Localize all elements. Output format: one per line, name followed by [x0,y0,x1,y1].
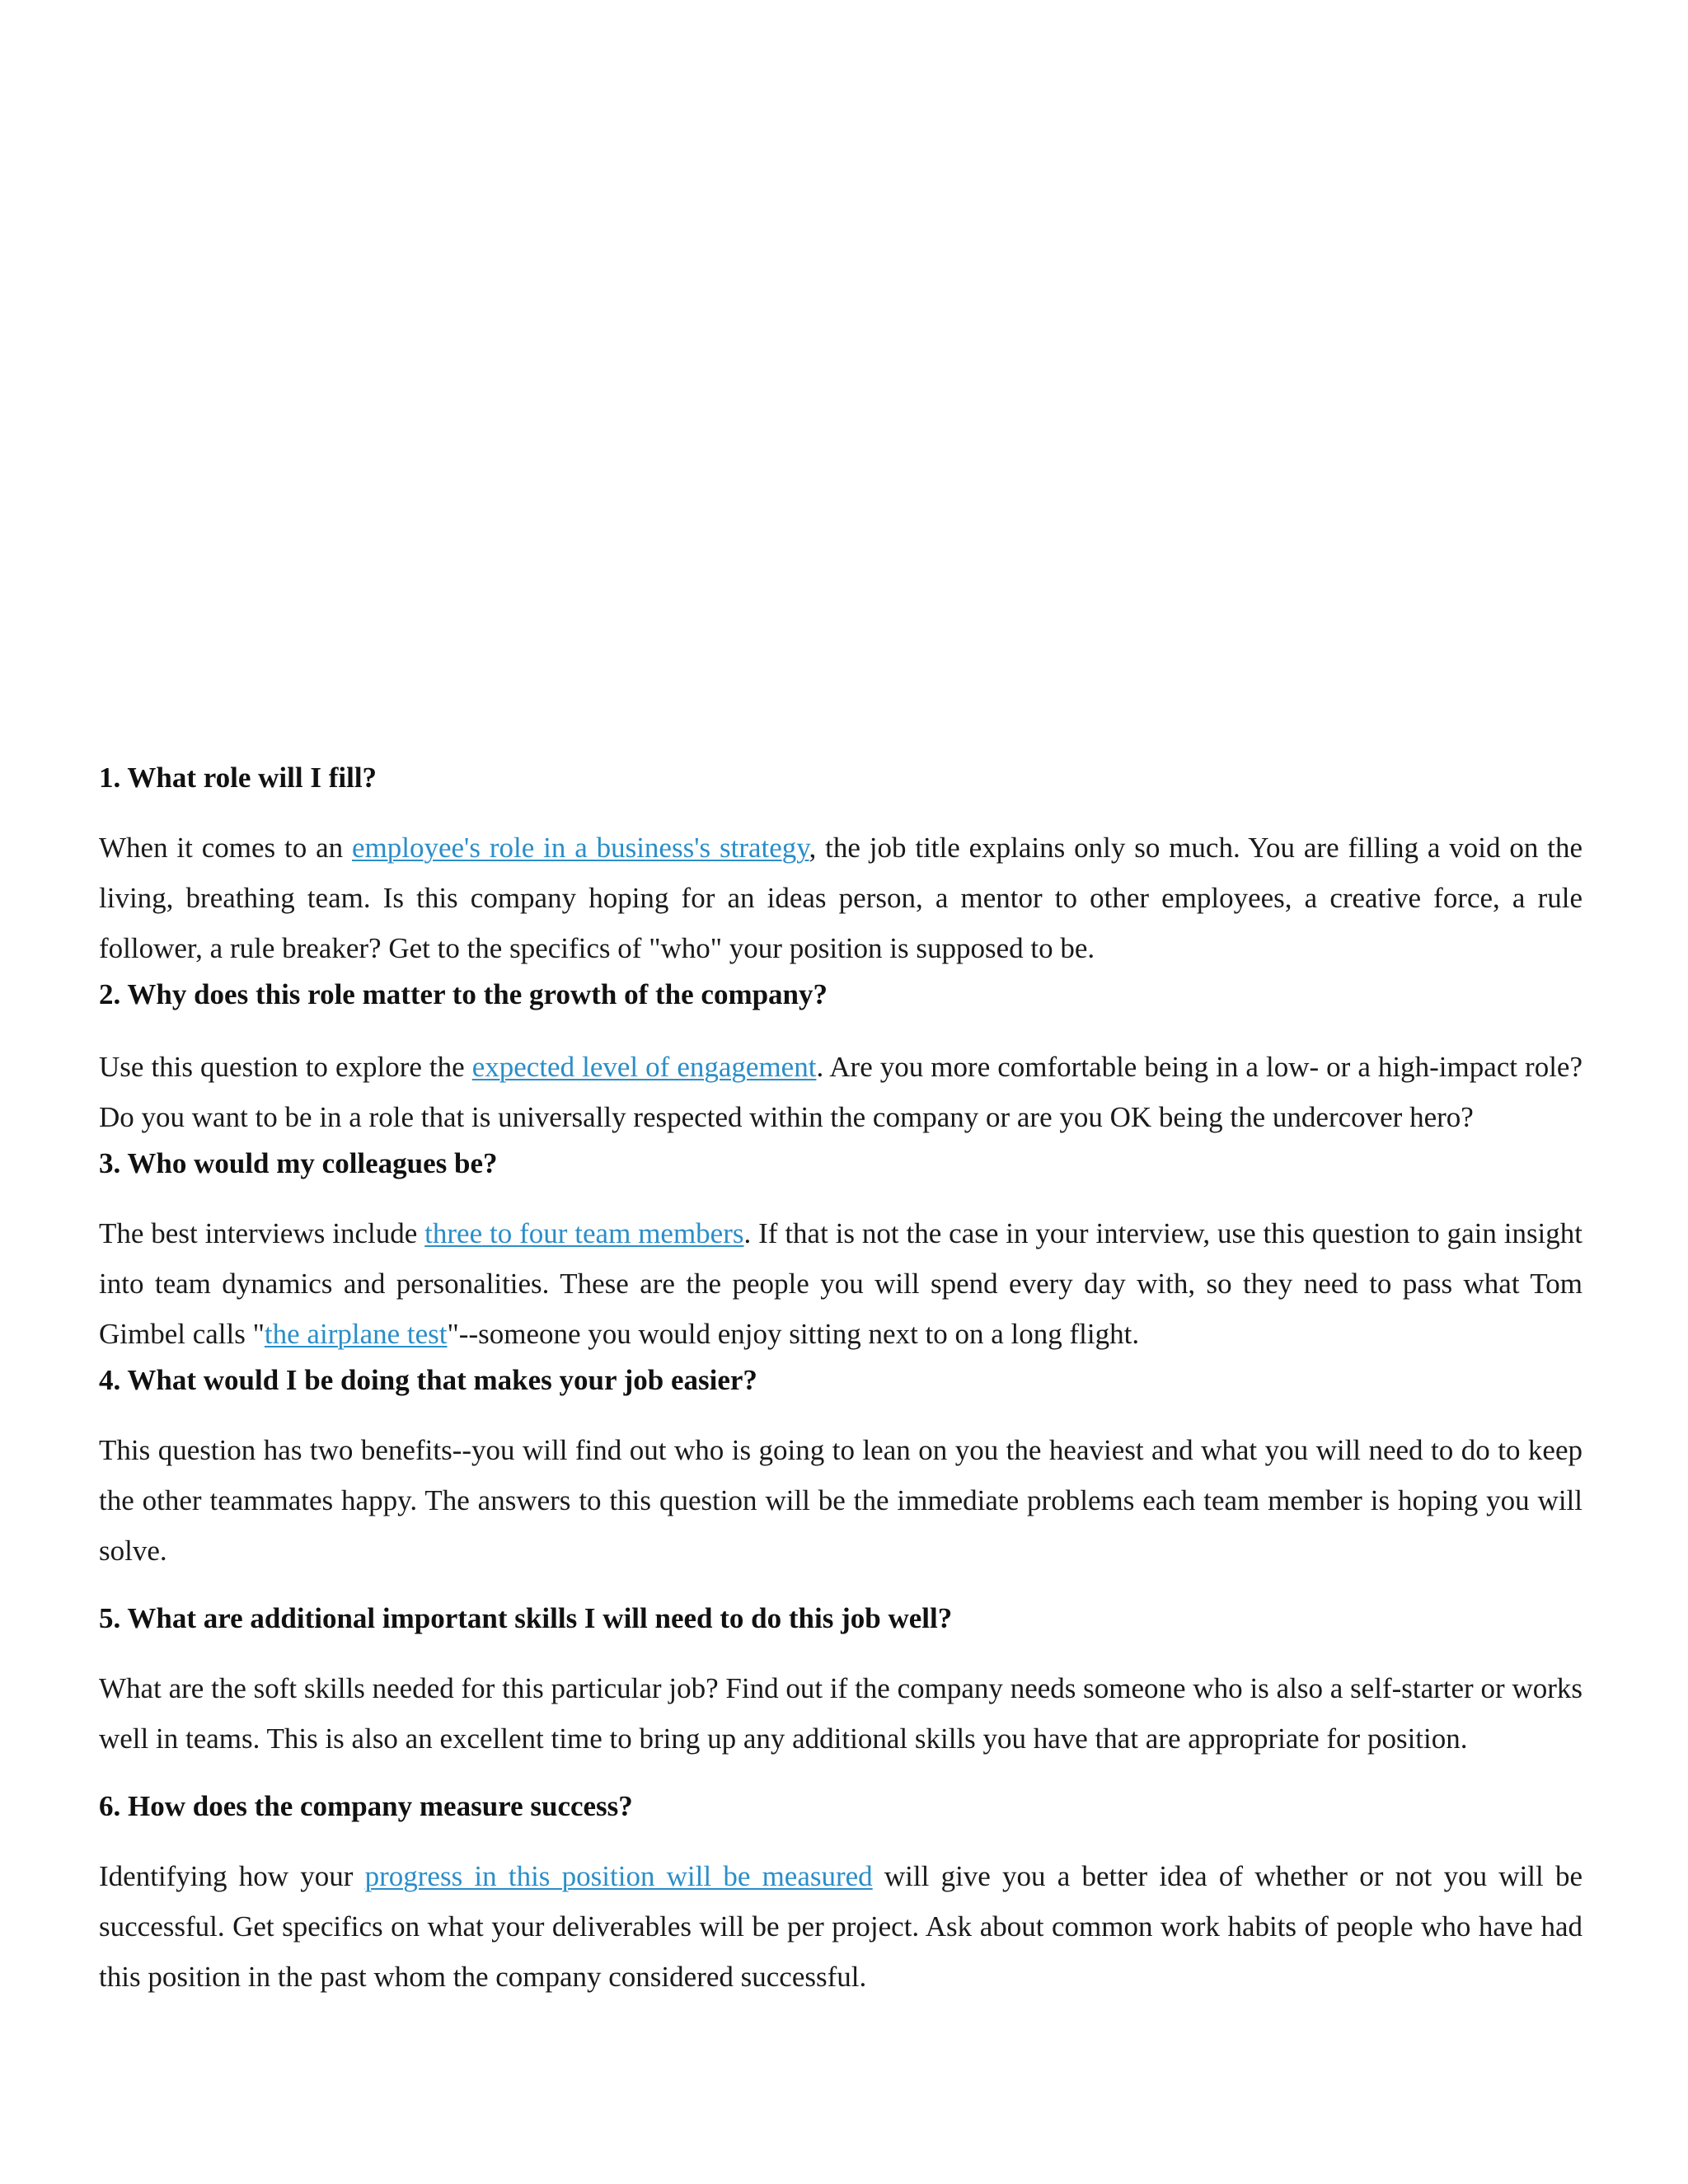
paragraph-text: When it comes to an [99,832,352,864]
question-heading-3: 3. Who would my colleagues be? [99,1147,498,1179]
answer-paragraph-2 [99,1042,1582,1142]
document-body [99,758,1582,2002]
answer-paragraph-6 [99,1851,1582,2002]
question-heading-5: 5. What are additional important skills I will need to do this job well? [99,1602,953,1634]
paragraph-text: , the job title explains only so much. You are filling a void on the living, breathing team. Is this company hoping for an ideas person, a mentor to other employees, a creative force, a rule follower, a rule breaker? Get to the specifics of "who" your position is supposed to be. [99,832,1582,964]
question-heading-2: 2. Why does this role matter to the growth of the company? [99,978,828,1010]
answer-paragraph-5: What are the soft skills needed for this particular job? Find out if the company needs someone who is also a self-starter or works well in teams. This is also an excellent time to bring up any additional skills you have that are appropriate for position. [99,1672,1582,1755]
link-employee-role[interactable]: employee's role in a business's strategy [352,832,809,864]
paragraph-text: . If that is not the case in your interview, use this question to gain insight into team dynamics and personalities. These are the people you will spend every day with, so they need to pass what Tom Gimbel calls " [99,1217,1583,1350]
answer-paragraph-3 [99,1208,1582,1359]
link-airplane-test[interactable]: the airplane test [264,1318,448,1350]
question-section-1 [99,758,1582,973]
paragraph-text: will give you a better idea of whether or not you will be successful. Get specifics on what your deliverables will be per project. Ask about common work habits of people who have had this position in the past whom the company considered successful. [99,1860,1582,1993]
link-expected-engagement[interactable]: expected level of engagement [471,1051,817,1083]
link-team-members[interactable]: three to four team members [424,1217,744,1249]
question-heading-6: 6. How does the company measure success? [99,1790,633,1822]
question-section-5 [99,1599,1582,1764]
question-heading-1: 1. What role will I fill? [99,762,377,794]
paragraph-text: . Are you more comfortable being in a low- or a high-impact role? Do you want to be in a role that is universally respected within the company or are you OK being the undercover hero? [99,1051,1583,1133]
question-section-4 [99,1361,1582,1576]
question-section-3 [99,1144,1582,1359]
question-section-6 [99,1787,1582,2002]
question-section-2 [99,975,1582,1142]
paragraph-text: "--someone you would enjoy sitting next to on a long flight. [447,1318,1140,1350]
question-heading-4: 4. What would I be doing that makes your job easier? [99,1364,757,1396]
link-progress-measured[interactable]: progress in this position will be measured [364,1860,873,1892]
paragraph-text: Identifying how your [99,1860,365,1892]
answer-paragraph-1 [99,823,1582,973]
paragraph-text: The best interviews include [99,1217,425,1249]
answer-paragraph-4: This question has two benefits--you will find out who is going to lean on you the heaviest and what you will need to do to keep the other teammates happy. The answers to this question will be the immediate problems each team member is hoping you will solve. [99,1434,1582,1567]
paragraph-text: Use this question to explore the [99,1051,472,1083]
